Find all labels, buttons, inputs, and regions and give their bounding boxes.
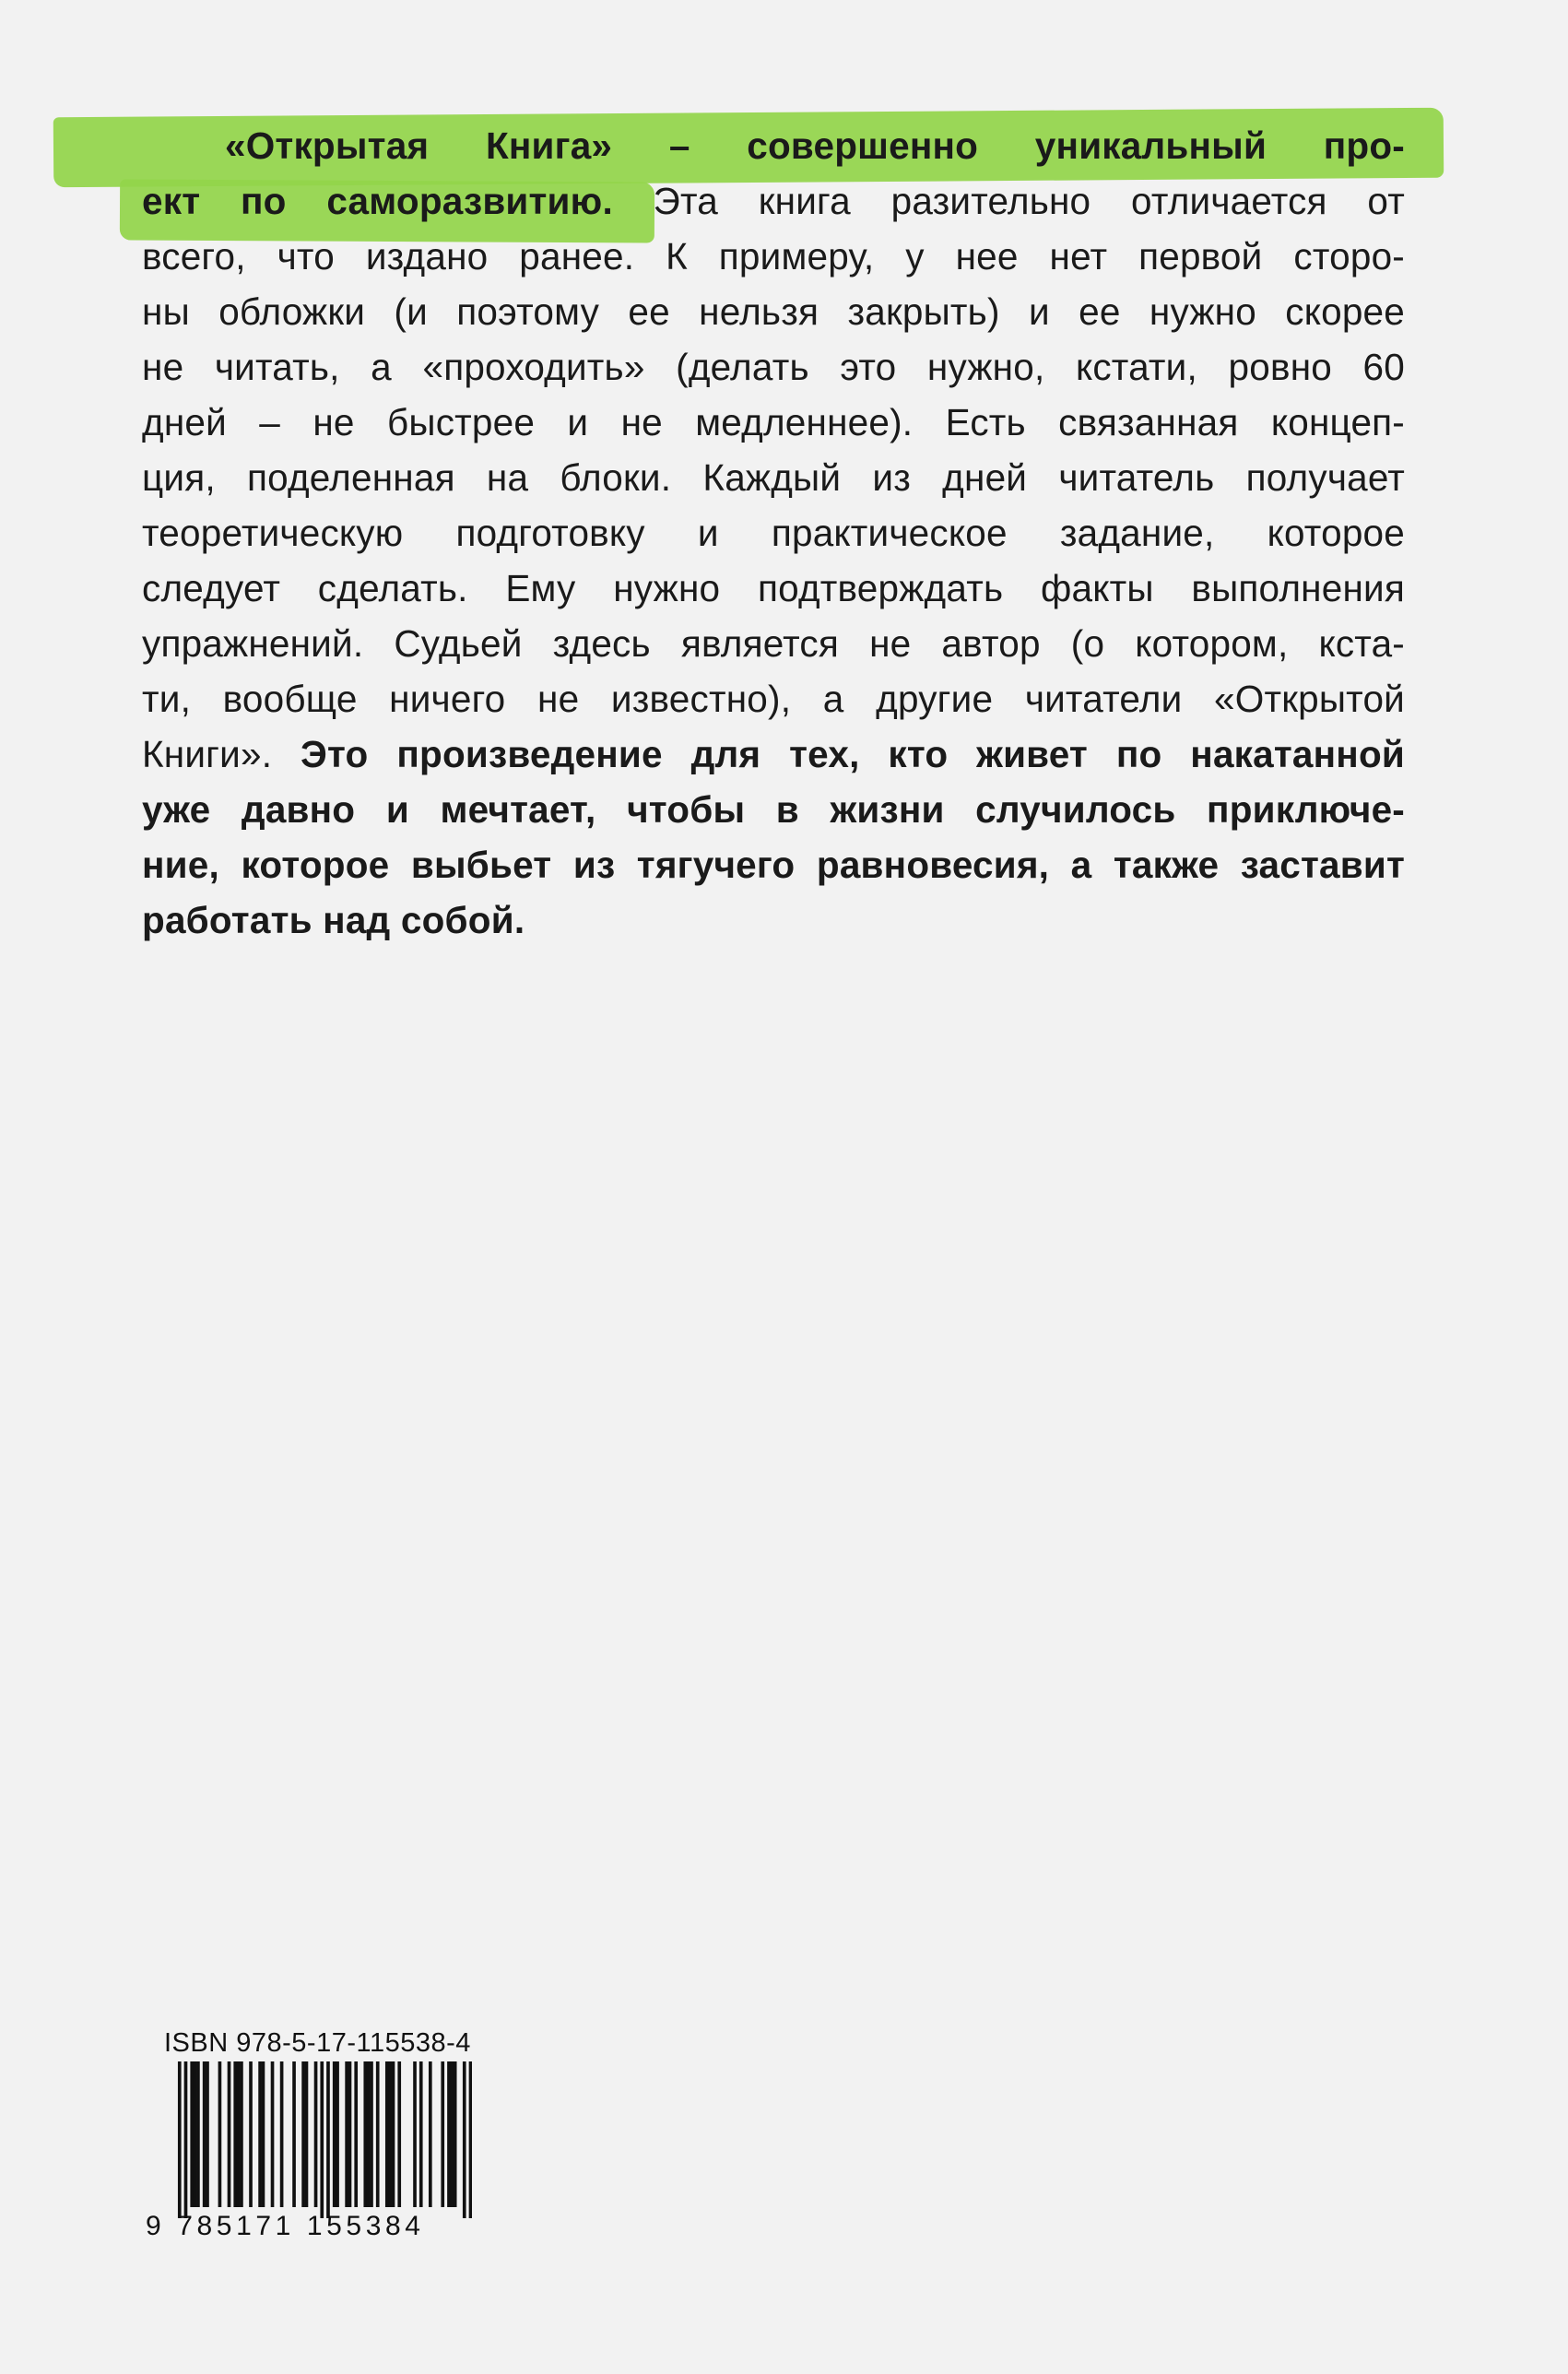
barcode-bar (194, 2061, 197, 2207)
blurb-line (142, 671, 1405, 726)
body-text: теоретическую подготовку и практическое задание, которое (142, 512, 1405, 554)
barcode-bar (301, 2061, 305, 2207)
barcode-bar (345, 2061, 348, 2207)
barcode-bar (292, 2061, 296, 2207)
bold-text: ект по саморазвитию. (142, 180, 613, 222)
isbn-label: ISBN 978-5-17-115538-4 (164, 2028, 471, 2058)
blurb-line (142, 284, 1405, 339)
barcode-bar (271, 2061, 275, 2207)
barcode-bar (196, 2061, 200, 2207)
isbn-barcode (144, 2061, 472, 2218)
body-text: Эта книга разительно отличается от (612, 180, 1405, 222)
barcode-bar (233, 2061, 237, 2207)
barcode-bar (392, 2061, 395, 2207)
blurb-line (142, 505, 1405, 561)
barcode-bar (218, 2061, 222, 2207)
body-text: ны обложки (и поэтому ее нельзя закрыть) и ее нужно скорее (142, 290, 1405, 333)
barcode-bar (320, 2061, 324, 2218)
bold-text: Это произведение для тех, кто живет по накатанной (301, 733, 1405, 775)
barcode-bar (348, 2061, 352, 2207)
barcode-bar (454, 2061, 457, 2207)
body-text: дней – не быстрее и не медленнее). Есть связанная концеп- (142, 401, 1405, 443)
body-text: упражнений. Судьей здесь является не автор (о котором, кста- (142, 622, 1405, 665)
barcode-bar (280, 2061, 284, 2207)
body-text: ти, вообще ничего не известно), а другие читатели «Открытой (142, 678, 1405, 720)
bold-text: ние, которое выбьет из тягучего равновесия, а также заставит (142, 844, 1405, 886)
body-text: ция, поделенная на блоки. Каждый из дней читатель получает (142, 456, 1405, 499)
body-text: не читать, а «проходить» (делать это нужно, кстати, ровно 60 (142, 346, 1405, 388)
barcode-bar (184, 2061, 188, 2218)
barcode-bar (450, 2061, 454, 2207)
blurb-line (142, 229, 1405, 284)
barcode-bar (190, 2061, 194, 2207)
barcode-digits: 9 785171 155384 (146, 2211, 425, 2241)
blurb-line (142, 339, 1405, 395)
barcode-bar (419, 2061, 423, 2207)
barcode-bar (447, 2061, 451, 2207)
blurb-line (142, 616, 1405, 671)
barcode-bar (262, 2061, 265, 2207)
blurb-line (142, 782, 1405, 837)
barcode-bar (367, 2061, 371, 2207)
blurb-line (142, 837, 1405, 892)
barcode-bar (370, 2061, 373, 2207)
barcode-bar (326, 2061, 330, 2218)
blurb-line (142, 726, 1405, 782)
barcode-bar (203, 2061, 206, 2207)
barcode-bar (376, 2061, 380, 2207)
barcode-bar (441, 2061, 444, 2207)
barcode-bar (228, 2061, 231, 2207)
barcode-bar (397, 2061, 401, 2207)
barcode-bar (178, 2061, 182, 2218)
bold-text: работать над собой. (142, 899, 525, 941)
blurb-line (142, 395, 1405, 450)
barcode-bar (385, 2061, 389, 2207)
bold-text: уже давно и мечтает, чтобы в жизни случилось приключе- (142, 788, 1405, 831)
blurb-line (142, 561, 1405, 616)
body-text: Книги». (142, 733, 301, 775)
barcode-bar (333, 2061, 336, 2207)
body-text: следует сделать. Ему нужно подтверждать факты выполнения (142, 567, 1405, 609)
blurb-line (142, 892, 1405, 948)
barcode-bar (305, 2061, 309, 2207)
back-cover-blurb (142, 118, 1405, 948)
barcode-bar (240, 2061, 243, 2207)
barcode-bar (363, 2061, 367, 2207)
barcode-bar (429, 2061, 432, 2207)
barcode-bar (463, 2061, 466, 2218)
body-text: всего, что издано ранее. К примеру, у нее нет первой сторо- (142, 235, 1405, 278)
barcode-bar (249, 2061, 253, 2207)
barcode-bar (388, 2061, 392, 2207)
barcode-bar (469, 2061, 472, 2218)
blurb-line (142, 118, 1405, 173)
barcode-bar (354, 2061, 358, 2207)
bold-text: «Открытая Книга» – совершенно уникальный про- (225, 124, 1405, 167)
blurb-line (142, 173, 1405, 229)
barcode-bar (413, 2061, 417, 2207)
barcode-bar (206, 2061, 209, 2207)
blurb-line (142, 450, 1405, 505)
barcode-bar (336, 2061, 339, 2207)
barcode-bar (237, 2061, 241, 2207)
barcode-bar (314, 2061, 318, 2207)
barcode-bar (258, 2061, 262, 2207)
